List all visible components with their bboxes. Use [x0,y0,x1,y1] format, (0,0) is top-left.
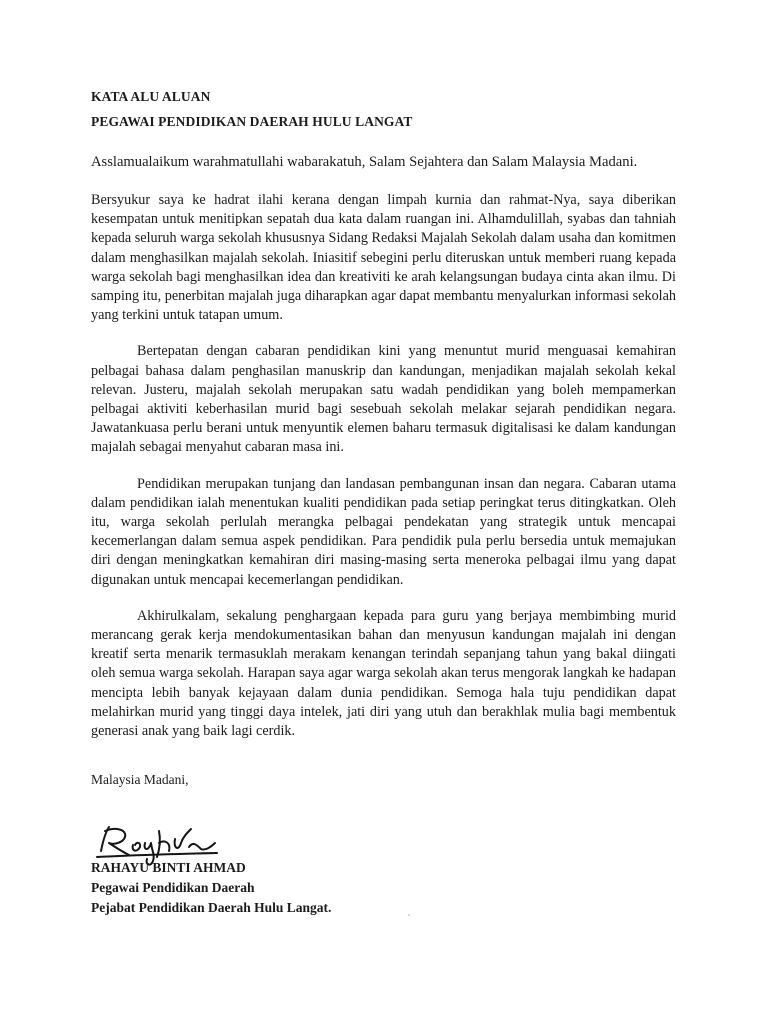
signer-name: RAHAYU BINTI AHMAD [91,860,246,876]
letter-page [91,88,676,931]
paragraph-4: Akhirulkalam, sekalung penghargaan kepada para guru yang berjaya membimbing murid merancang gerak kerja mendokumentasikan bahan dan menyusun kandungan majalah ini dengan kreatif serta menarik termasuklah merakam kenangan terindah sepanjang tahun yang bakal diingati oleh semua warga sekolah. Harapan saya agar warga sekolah akan terus mengorak langkah ke hadapan mencipta lebih banyak kejayaan dalam dunia pendidikan. Semoga hala tuju pendidikan dapat melahirkan murid yang tinggi daya intelek, jati diri yang utuh dan berakhlak mulia bagi membentuk generasi anak yang baik lagi cerdik. [91,607,676,740]
closing-line: Malaysia Madani, [91,772,189,788]
letter-body [91,191,676,741]
letter-heading-title: KATA ALU ALUAN [91,89,211,104]
paragraph-1: Bersyukur saya ke hadrat ilahi kerana dengan limpah kurnia dan rahmat-Nya, saya diberikan kesempatan untuk menitipkan sepatah dua kata dalam ruangan ini. Alhamdulillah, syabas dan tahniah kepada seluruh warga sekolah khususnya Sidang Redaksi Majalah Sekolah dalam usaha dan komitmen dalam menghasilkan majalah sekolah. Iniasitif sebegini perlu diteruskan untuk memberi ruang kepada warga sekolah bagi menghasilkan idea dan kreativiti ke arah kelangsungan budaya cinta akan ilmu. Di samping itu, penerbitan majalah juga diharapkan agar dapat membantu menyalurkan informasi sekolah yang terkini untuk tatapan umum. [91,192,676,324]
signature-block [91,821,676,931]
scan-speck [408,914,410,916]
signer-title: Pegawai Pendidikan Daerah [91,880,255,896]
greeting-line: Asslamualaikum warahmatullahi wabarakatuh, Salam Sejahtera dan Salam Malaysia Madani. [91,154,638,170]
signer-office: Pejabat Pendidikan Daerah Hulu Langat. [91,900,332,916]
letter-heading-officer: PEGAWAI PENDIDIKAN DAERAH HULU LANGAT [91,114,413,129]
paragraph-3: Pendidikan merupakan tunjang dan landasan pembangunan insan dan negara. Cabaran utama dalam pendidikan ialah menentukan kualiti pendidikan pada setiap peringkat terus ditingkatkan. Oleh itu, warga sekolah perlulah merangka pelbagai pendekatan yang strategik untuk mencapai kecemerlangan dalam semua aspek pendidikan. Para pendidik pula perlu bersedia untuk memajukan diri dengan meningkatkan kemahiran diri masing-masing serta meneroka pelbagai ilmu yang dapat digunakan untuk mencapai kecemerlangan pendidikan. [91,475,676,588]
paragraph-2: Bertepatan dengan cabaran pendidikan kini yang menuntut murid menguasai kemahiran pelbagai bahasa dalam penghasilan manuskrip dan kandungan, menjadikan majalah sekolah kekal relevan. Justeru, majalah sekolah merupakan satu wadah pendidikan yang boleh mempamerkan pelbagai aktiviti keberhasilan murid bagi sesebuah sekolah melakar sejarah pendidikan negara. Jawatankuasa perlu berani untuk menyuntik elemen baharu termasuk digitalisasi ke dalam kandungan majalah sebagai menyahut cabaran masa ini. [91,343,676,456]
